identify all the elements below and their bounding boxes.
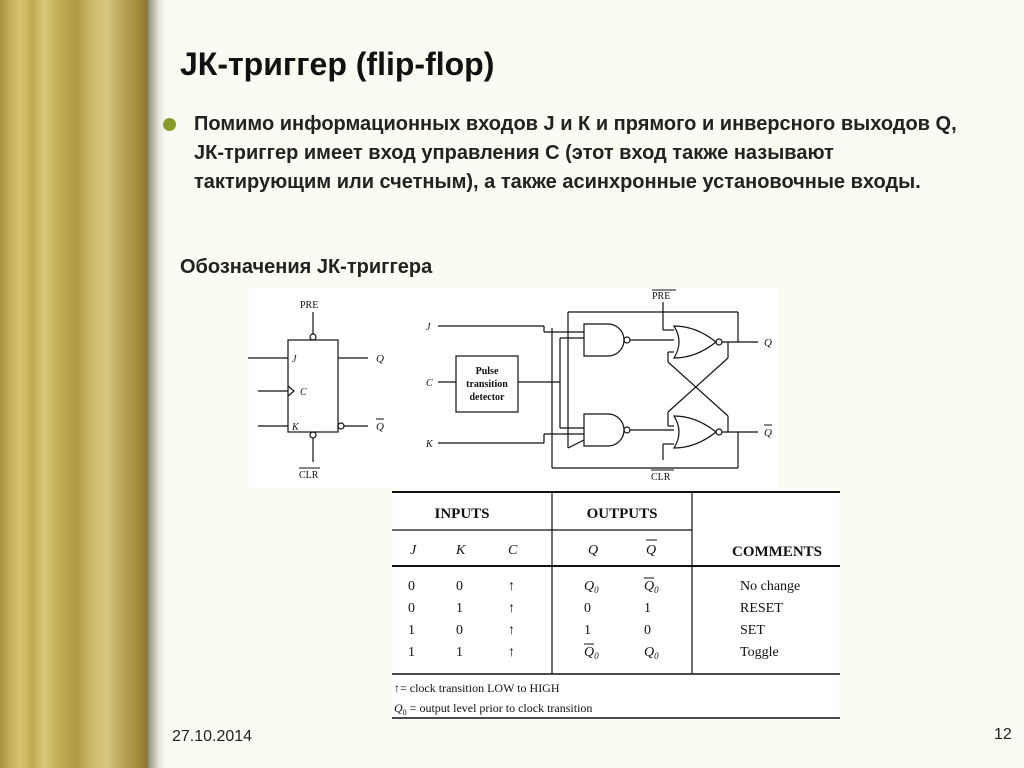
circuit-svg (248, 288, 778, 488)
nand-gate-top (584, 324, 624, 356)
truth-table (392, 490, 840, 720)
cell-k: 1 (456, 601, 463, 616)
symbol-clr-label: CLR (299, 470, 319, 481)
strip-shadow (148, 0, 166, 768)
circuit-qbar-label: Q (764, 427, 772, 439)
cell-qbar: $Q_0$ (644, 645, 659, 661)
page-number: 12 (994, 726, 1012, 743)
jk-circuit-figure (248, 288, 778, 488)
cell-qbar: 1 (644, 601, 651, 616)
cell-j: 0 (408, 579, 415, 594)
nand-latch-bottom (674, 416, 716, 448)
symbol-qbar-label: Q (376, 421, 384, 433)
comments-header: COMMENTS (732, 544, 822, 560)
cell-qbar: $Q_0$ (644, 579, 659, 595)
table-note-clock: ↑= clock transition LOW to HIGH (394, 681, 560, 695)
inputs-header: INPUTS (434, 506, 490, 522)
slide-title: JК-триггер (flip-flop) (180, 46, 495, 82)
cell-comment: RESET (740, 601, 783, 616)
symbol-k-label: K (292, 422, 299, 433)
col-qbar-header: Q (646, 543, 657, 558)
truth-table-svg (392, 490, 840, 720)
footer-date: 27.10.2014 (172, 728, 253, 745)
cell-j: 1 (408, 623, 415, 638)
detector-label-3: detector (469, 392, 505, 403)
col-q-header: Q (588, 543, 599, 558)
circuit-k-label: K (426, 439, 433, 450)
cell-comment: No change (740, 579, 801, 594)
cell-q: 0 (584, 601, 591, 616)
circuit-j-label: J (426, 322, 431, 333)
decorative-gold-strip (0, 0, 148, 768)
bullet-icon (163, 118, 176, 131)
col-k-header: K (456, 543, 466, 558)
detector-label-1: Pulse (475, 366, 499, 377)
cell-k: 0 (456, 579, 463, 594)
cell-comment: Toggle (740, 645, 779, 660)
cell-clock-icon: ↑ (508, 645, 515, 660)
nand-gate-bottom (584, 414, 624, 446)
table-note-q0: $Q_0$ = output level prior to clock transition (394, 701, 593, 717)
figure-heading: Обозначения JК-триггера (180, 256, 433, 278)
cell-clock-icon: ↑ (508, 601, 515, 616)
cell-qbar: 0 (644, 623, 651, 638)
cell-q: $Q_0$ (584, 645, 599, 661)
outputs-header: OUTPUTS (586, 506, 658, 522)
cell-comment: SET (740, 623, 765, 638)
col-j-header: J (410, 543, 417, 558)
cell-clock-icon: ↑ (508, 623, 515, 638)
symbol-j-label: J (292, 354, 297, 365)
circuit-c-label: C (426, 378, 433, 389)
cell-clock-icon: ↑ (508, 579, 515, 594)
circuit-pre-label: PRE (652, 291, 671, 302)
symbol-pre-label: PRE (300, 300, 319, 311)
nand-latch-top (674, 326, 716, 358)
cell-j: 1 (408, 645, 415, 660)
symbol-c-label: C (300, 387, 307, 398)
circuit-q-label: Q (764, 337, 772, 349)
symbol-q-label: Q (376, 353, 384, 365)
cell-k: 0 (456, 623, 463, 638)
circuit-clr-label: CLR (651, 472, 671, 483)
cell-q: $Q_0$ (584, 579, 599, 595)
cell-j: 0 (408, 601, 415, 616)
cell-q: 1 (584, 623, 591, 638)
bullet-text: Помимо информационных входов J и К и прямого и инверсного выходов Q, JК-триггер имеет вход управления С (этот вход также называют тактирующим или счетным), а также асинхронные установочные входы. (194, 113, 957, 193)
cell-k: 1 (456, 645, 463, 660)
detector-label-2: transition (466, 379, 508, 390)
col-c-header: C (508, 543, 518, 558)
